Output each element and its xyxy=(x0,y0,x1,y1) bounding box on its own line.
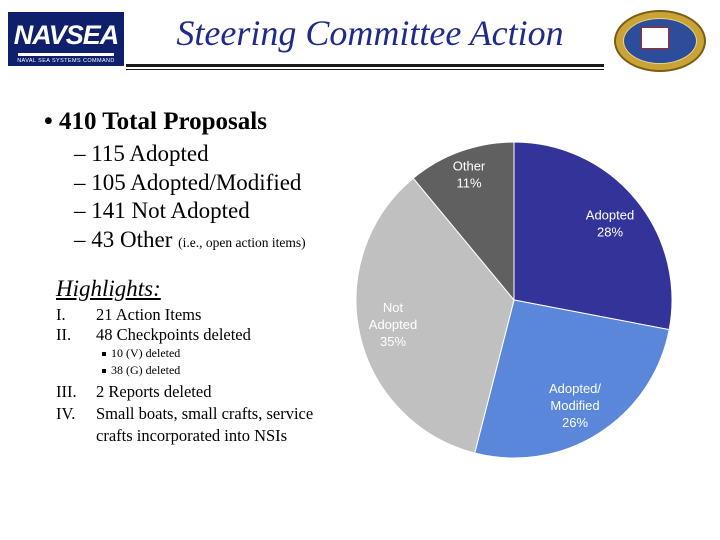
highlight-number: II. xyxy=(56,325,72,344)
checkpoint-detail-text: 10 (V) deleted xyxy=(111,346,181,360)
page-title: Steering Committee Action xyxy=(176,13,564,53)
pie-slice-label-line: Adopted/ xyxy=(548,381,602,396)
highlight-text: 21 Action Items xyxy=(96,305,202,324)
highlight-number: I. xyxy=(56,305,66,324)
list-item-text: – 43 Other xyxy=(74,226,179,252)
pie-slice-label-line: 11% xyxy=(456,175,482,191)
list-item-text: – 141 Not Adopted xyxy=(74,198,250,223)
pie-slice-label-line: Other xyxy=(452,158,486,174)
highlight-number: III. xyxy=(56,382,77,401)
list-item-note: (i.e., open action items) xyxy=(178,234,306,250)
highlight-number: IV. xyxy=(56,404,76,423)
highlight-text: 2 Reports deleted xyxy=(96,382,212,401)
pie-slice-label-line: 26% xyxy=(561,415,589,430)
pie-slice-label-line: 28% xyxy=(596,224,624,240)
pie-slice-label-line: Adopted xyxy=(585,207,635,223)
logo-subtext: NAVAL SEA SYSTEMS COMMAND xyxy=(17,58,115,64)
pie-slice-label-line: Not xyxy=(382,300,404,315)
pie-slice-label-line: Modified xyxy=(550,398,600,413)
pie-slice xyxy=(514,142,672,330)
logo-wordmark: NAVSEA xyxy=(13,20,119,50)
total-proposals-bullet: • 410 Total Proposals xyxy=(44,108,267,135)
highlights-heading: Highlights: xyxy=(56,276,161,301)
pie-slice-label-line: 35% xyxy=(379,334,407,349)
highlight-text: Small boats, small crafts, service xyxy=(96,404,314,423)
pie-slice-label-line: Adopted xyxy=(368,317,418,332)
checkpoint-detail-text: 38 (G) deleted xyxy=(111,363,181,377)
highlight-text: crafts incorporated into NSIs xyxy=(96,426,288,445)
highlight-text: 48 Checkpoints deleted xyxy=(96,325,251,344)
list-item-text: – 115 Adopted xyxy=(74,141,209,166)
list-item-text: – 105 Adopted/Modified xyxy=(74,169,302,195)
